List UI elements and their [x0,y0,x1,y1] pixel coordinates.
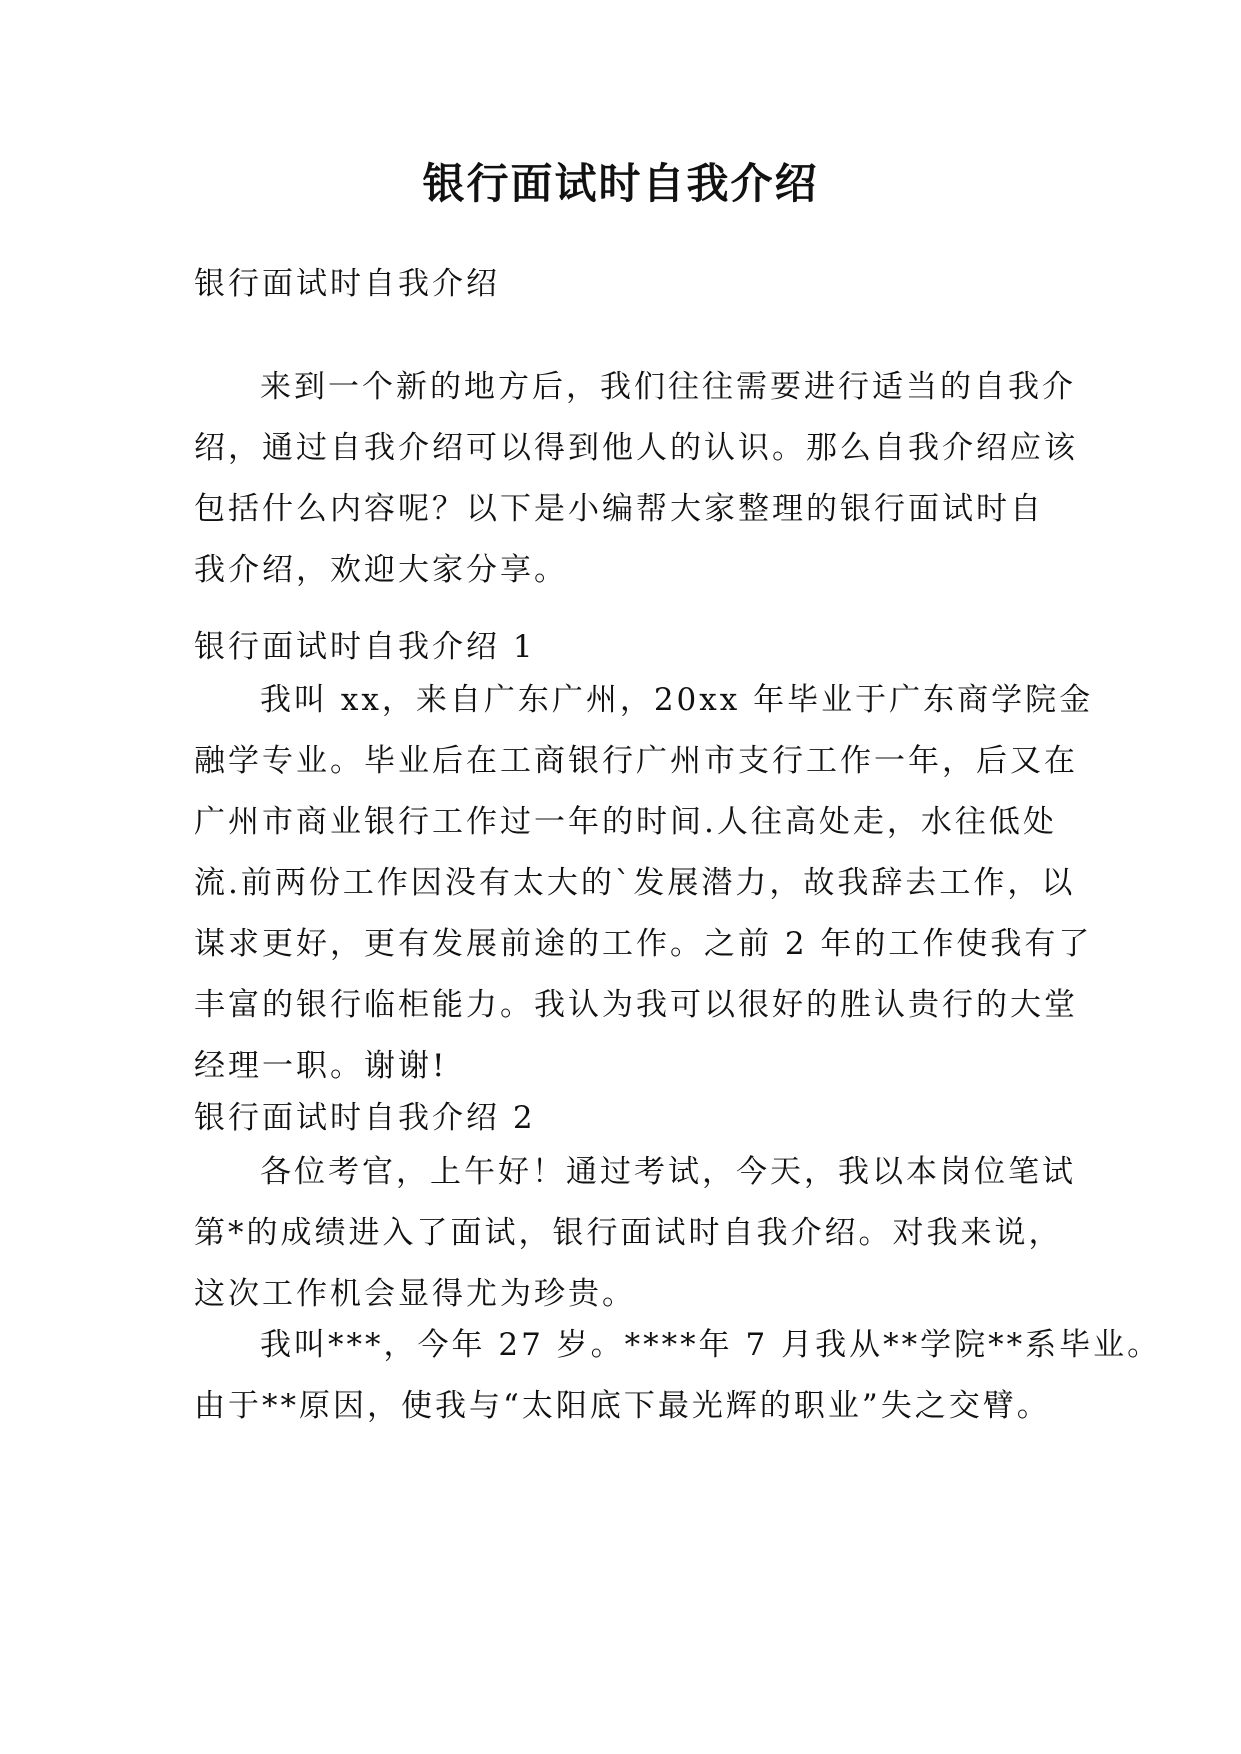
section1-line: 丰富的银行临柜能力。我认为我可以很好的胜认贵行的大堂 [194,987,1078,1023]
section2-line: 由于**原因，使我与“太阳底下最光辉的职业”失之交臂。 [194,1388,1051,1424]
document-title: 银行面试时自我介绍 [422,159,819,208]
section1-line: 融学专业。毕业后在工商银行广州市支行工作一年，后又在 [194,743,1078,779]
section2-heading: 银行面试时自我介绍 2 [194,1100,536,1136]
section1-line: 谋求更好，更有发展前途的工作。之前 2 年的工作使我有了 [194,926,1093,962]
section2-paragraph-1 [194,1142,1076,1325]
section1-paragraph [194,670,1094,1097]
section1-line: 广州市商业银行工作过一年的时间.人往高处走，水往低处 [194,804,1057,840]
intro-paragraph [194,357,1078,601]
intro-line: 绍，通过自我介绍可以得到他人的认识。那么自我介绍应该 [194,430,1078,466]
section2-paragraph-2 [194,1315,1162,1437]
section1-line: 经理一职。谢谢! [194,1048,448,1084]
section2-line: 第*的成绩进入了面试，银行面试时自我介绍。对我来说， [194,1215,1063,1251]
section2-line: 各位考官，上午好！通过考试，今天，我以本岗位笔试 [260,1154,1076,1190]
section1-line: 我叫 xx，来自广东广州，20xx 年毕业于广东商学院金 [260,682,1094,718]
section1-line: 流.前两份工作因没有太大的`发展潜力，故我辞去工作，以 [194,865,1076,901]
section1-heading: 银行面试时自我介绍 1 [194,629,536,665]
section2-line: 我叫***，今年 27 岁。****年 7 月我从**学院**系毕业。 [260,1327,1162,1363]
intro-line: 包括什么内容呢？以下是小编帮大家整理的银行面试时自 [194,491,1044,527]
section2-line: 这次工作机会显得尤为珍贵。 [194,1276,636,1312]
document-subtitle: 银行面试时自我介绍 [194,266,500,302]
intro-line: 我介绍，欢迎大家分享。 [194,552,568,588]
intro-line: 来到一个新的地方后，我们往往需要进行适当的自我介 [260,369,1076,405]
